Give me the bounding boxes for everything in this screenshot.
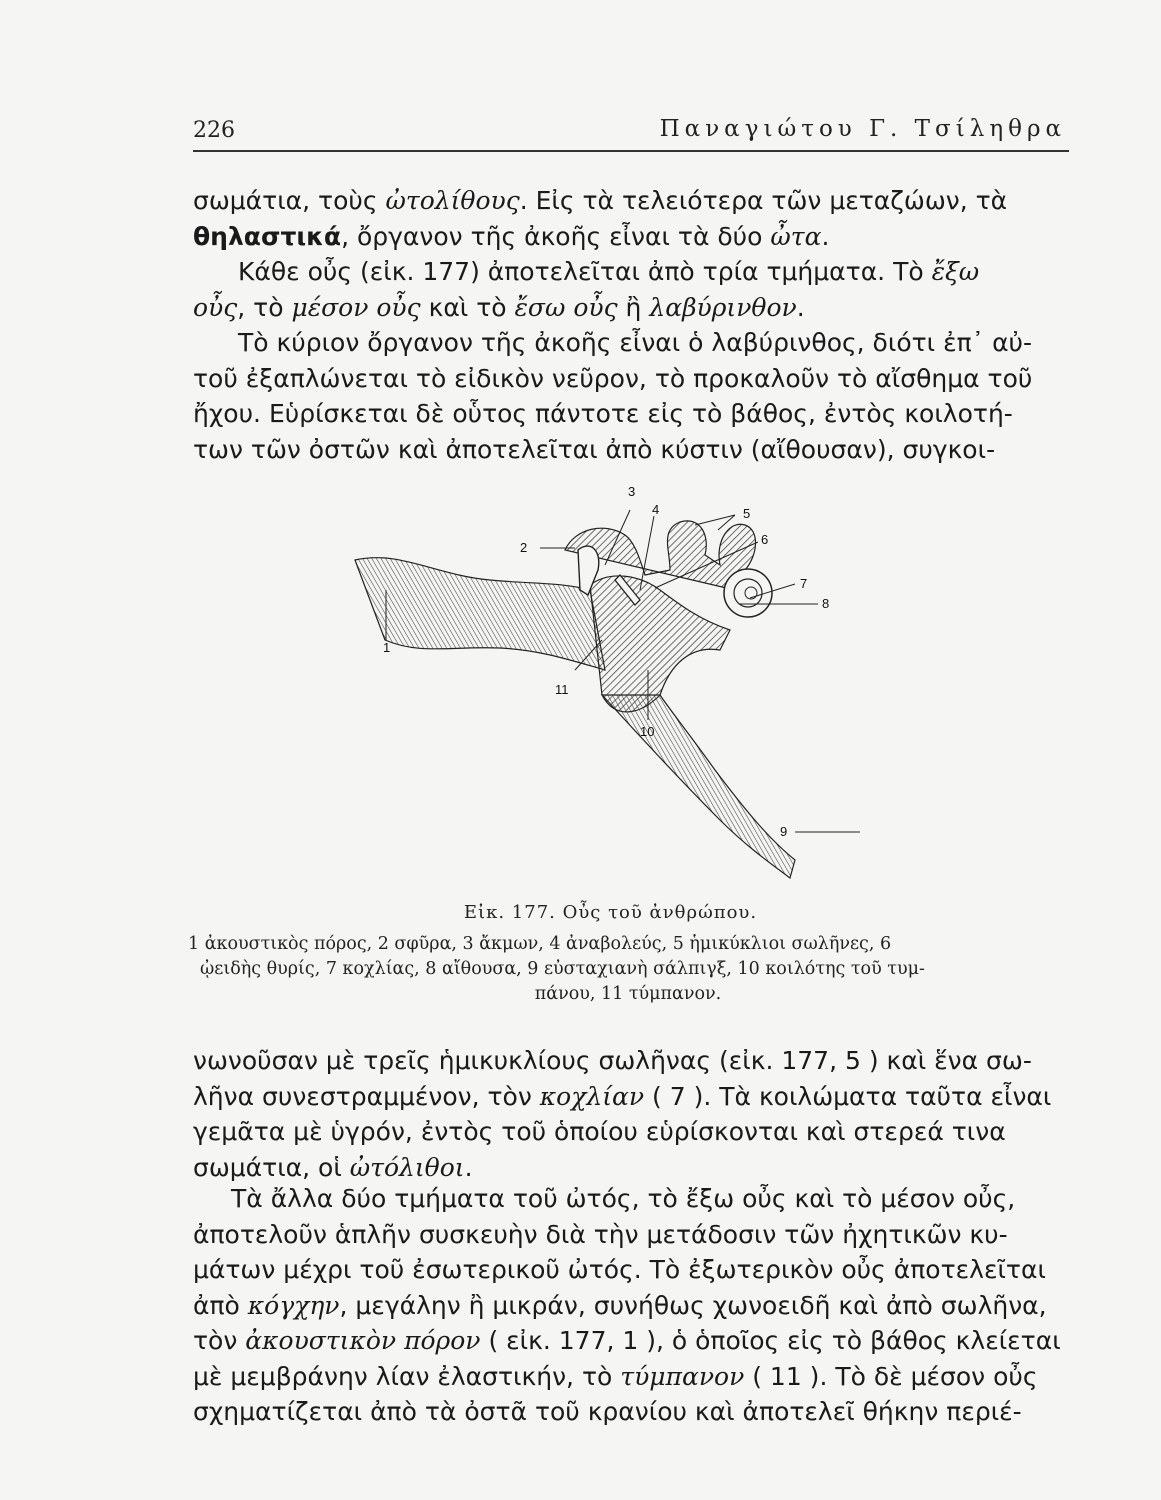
- figure-label-2: 2: [520, 540, 528, 555]
- text-line: Κάθε οὖς (εἰκ. 177) ἀποτελεῖται ἀπὸ τρία τμήματα. Τὸ ἔξω: [238, 257, 980, 286]
- text-line: Τὸ κύριον ὄργανον τῆς ἀκοῆς εἶναι ὁ λαβύρινθος, διότι ἐπ᾽ αὐ-: [238, 328, 1033, 357]
- eustachian-tube-shape: [602, 695, 795, 878]
- running-title: Παναγιώτου Γ. Τσίληθρα: [659, 116, 1066, 142]
- text-line: γεμᾶτα μὲ ὑγρόν, ἐντὸς τοῦ ὁποίου εὑρίσκονται καὶ στερεά τινα: [193, 1117, 1006, 1146]
- text-line: μὲ μεμβράνην λίαν ἐλαστικήν, τὸ τύμπανον ( 11 ). Τὸ δὲ μέσον οὖς: [193, 1361, 1038, 1391]
- text-line: σωμάτια, οἱ ὠτόλιθοι.: [193, 1152, 473, 1182]
- text-line: ἀπὸ κόγχην, μεγάλην ἢ μικράν, συνήθως χωνοειδῆ καὶ ἀπὸ σωλῆνα,: [193, 1290, 1047, 1320]
- figure-label-9: 9: [780, 824, 788, 839]
- paragraph-2: [193, 1043, 1069, 1185]
- text-line: λῆνα συνεστραμμένον, τὸν κοχλίαν ( 7 ). Τὰ κοιλώματα ταῦτα εἶναι: [193, 1081, 1052, 1111]
- figure-caption: [188, 932, 1068, 1007]
- ear-canal-shape: [355, 558, 605, 670]
- text-line: θηλαστικά, ὄργανον τῆς ἀκοῆς εἶναι τὰ δύο ὦτα.: [193, 221, 830, 251]
- text-line: ἀποτελοῦν ἁπλῆν συσκευὴν διὰ τὴν μετάδοσιν τῶν ἠχητικῶν κυ-: [193, 1219, 1008, 1249]
- text-line: σχηματίζεται ἀπὸ τὰ ὀστᾶ τοῦ κρανίου καὶ ἀποτελεῖ θήκην περιέ-: [193, 1397, 1022, 1426]
- caption-line: πάνου, 11 τύμπανον.: [534, 984, 722, 1004]
- figure-caption-title: Εἰκ. 177. Οὖς τοῦ ἀνθρώπου.: [463, 902, 758, 923]
- caption-line: 1 ἀκουστικὸς πόρος, 2 σφῦρα, 3 ἄκμων, 4 ἀναβολεύς, 5 ἡμικύκλιοι σωλῆνες, 6: [188, 934, 892, 954]
- paragraph-3: [193, 1181, 1069, 1430]
- figure-label-8: 8: [822, 596, 830, 611]
- text-line: των τῶν ὀστῶν καὶ ἀποτελεῖται ἀπὸ κύστιν (αἴθουσαν), συγκοι-: [193, 434, 996, 464]
- figure-label-5: 5: [743, 506, 751, 521]
- middle-ear-shape: [590, 576, 730, 712]
- page-number: 226: [193, 118, 235, 143]
- figure-label-6: 6: [761, 532, 769, 547]
- figure-label-11: 11: [555, 682, 569, 697]
- text-line: σωμάτια, τοὺς ὠτολίθους. Εἰς τὰ τελειότερα τῶν μεταζώων, τὰ: [193, 186, 1008, 215]
- paragraph-1: [193, 183, 1069, 467]
- text-line: νωνοῦσαν μὲ τρεῖς ἡμικυκλίους σωλῆνας (εἰκ. 177, 5 ) καὶ ἕνα σω-: [193, 1046, 1032, 1075]
- ear-diagram: [340, 480, 900, 890]
- figure-label-7: 7: [800, 576, 808, 591]
- figure-label-10: 10: [640, 724, 655, 739]
- header-rule: [193, 150, 1069, 152]
- text-line: τοῦ ἐξαπλώνεται τὸ εἰδικὸν νεῦρον, τὸ προκαλοῦν τὸ αἴσθημα τοῦ: [193, 363, 1033, 393]
- text-line: τὸν ἀκουστικὸν πόρον ( εἰκ. 177, 1 ), ὁ ὁποῖος εἰς τὸ βάθος κλείεται: [193, 1326, 1061, 1355]
- text-line: Τὰ ἄλλα δύο τμήματα τοῦ ὠτός, τὸ ἔξω οὖς καὶ τὸ μέσον οὖς,: [231, 1184, 1016, 1213]
- figure-label-4: 4: [652, 502, 660, 517]
- text-line: ἤχου. Εὑρίσκεται δὲ οὗτος πάντοτε εἰς τὸ βάθος, ἐντὸς κοιλοτή-: [193, 399, 1013, 428]
- text-line: μάτων μέχρι τοῦ ἐσωτερικοῦ ὠτός. Τὸ ἐξωτερικὸν οὖς ἀποτελεῖται: [193, 1255, 1046, 1284]
- caption-line: ᾠειδὴς θυρίς, 7 κοχλίας, 8 αἴθουσα, 9 εὐσταχιανὴ σάλπιγξ, 10 κοιλότης τοῦ τυμ-: [200, 959, 925, 979]
- figure-label-3: 3: [628, 484, 636, 499]
- text-line: οὖς, τὸ μέσον οὖς καὶ τὸ ἔσω οὖς ἢ λαβύρινθον.: [193, 292, 805, 322]
- figure-label-1: 1: [383, 640, 391, 655]
